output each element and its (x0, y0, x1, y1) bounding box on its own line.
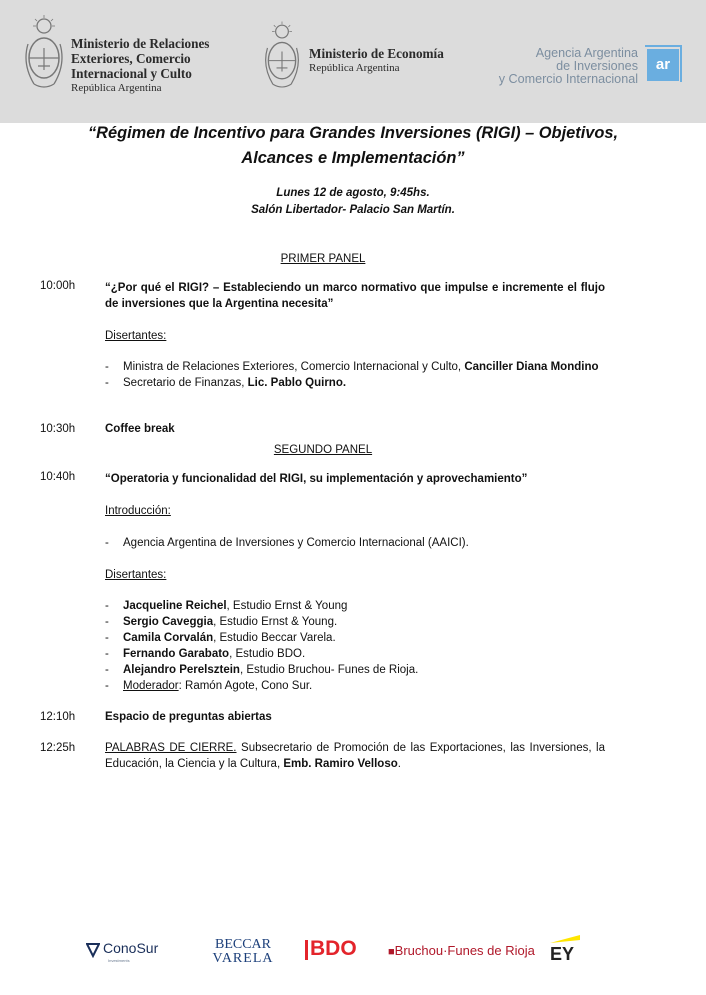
list-item: - Jacqueline Reichel, Estudio Ernst & Young (105, 600, 348, 612)
panel2-time: 10:40h (40, 471, 76, 483)
conosur-triangle-icon (86, 942, 100, 958)
panel2-speakers-label: Disertantes: (105, 569, 167, 581)
list-item: - Agencia Argentina de Inversiones y Comercio Internacional (AAICI). (105, 537, 469, 549)
closing-time: 12:25h (40, 742, 76, 754)
ey-beam-icon (550, 935, 580, 943)
panel2-intro-label: Introducción: (105, 505, 171, 517)
sponsor-logos (0, 932, 706, 972)
argentina-coat-of-arms-icon (22, 14, 66, 94)
panel2-heading: SEGUNDO PANEL (273, 444, 373, 456)
panel2-topic: “Operatoria y funcionalidad del RIGI, su implementación y aprovechamiento” (105, 473, 528, 485)
panel1-speakers-label: Disertantes: (105, 330, 167, 342)
ministry-foreign-affairs-name: Ministerio de Relaciones Exteriores, Comercio Internacional y Culto República Argentina (71, 36, 210, 94)
list-item: - Ministra de Relaciones Exteriores, Comercio Internacional y Culto, Canciller Diana Mondino (105, 361, 599, 373)
panel1-speaker-list (105, 359, 605, 391)
questions-time: 12:10h (40, 711, 76, 723)
list-item: - Sergio Caveggia, Estudio Ernst & Young. (105, 616, 338, 628)
event-info: Lunes 12 de agosto, 9:45hs. Salón Libertador- Palacio San Martín. (251, 187, 455, 216)
list-item: - Alejandro Perelsztein, Estudio Bruchou- Funes de Rioja. (105, 664, 419, 676)
panel1-time: 10:00h (40, 280, 76, 292)
list-item: - Moderador: Ramón Agote, Cono Sur. (105, 680, 313, 692)
argentina-coat-of-arms-icon (262, 20, 302, 94)
panel2-intro-list (105, 535, 605, 551)
coffee-break-label: Coffee break (105, 423, 175, 435)
closing-text: PALABRAS DE CIERRE. Subsecretario de Promoción de las Exportaciones, las Inversiones, la Educación, la Ciencia y la Cultura, Emb. Ramiro Velloso. (105, 742, 606, 770)
panel2-speaker-list (105, 598, 605, 694)
header-banner (0, 0, 706, 123)
list-item: - Camila Corvalán, Estudio Beccar Varela. (105, 632, 336, 644)
questions-label: Espacio de preguntas abiertas (105, 711, 272, 723)
panel1-heading: PRIMER PANEL (280, 253, 366, 265)
bdo-logo: BDO (305, 939, 365, 963)
ministry-economy-name: Ministerio de Economía República Argentina (309, 46, 444, 74)
bruchou-funes-logo: ■Bruchou·Funes de Rioja (388, 943, 535, 958)
coffee-time: 10:30h (40, 423, 76, 435)
agency-name: Agencia Argentina de Inversiones y Comercio Internacional (498, 46, 638, 86)
conosur-logo: ConoSur Investments (86, 939, 176, 969)
page-title: “Régimen de Incentivo para Grandes Inversiones (RIGI) – Objetivos, Alcances e Implementación” (87, 124, 619, 167)
agency-ar-logo: ar (643, 44, 683, 84)
beccar-varela-logo: BECCAR VARELA (212, 937, 274, 966)
list-item: - Fernando Garabato, Estudio BDO. (105, 648, 306, 660)
ey-logo: EY (548, 935, 582, 967)
panel1-topic: “¿Por qué el RIGI? – Estableciendo un marco normativo que impulse e incremente el flujo de inversiones que la Argentina necesita” (105, 282, 605, 310)
list-item: - Secretario de Finanzas, Lic. Pablo Quirno. (105, 377, 347, 389)
